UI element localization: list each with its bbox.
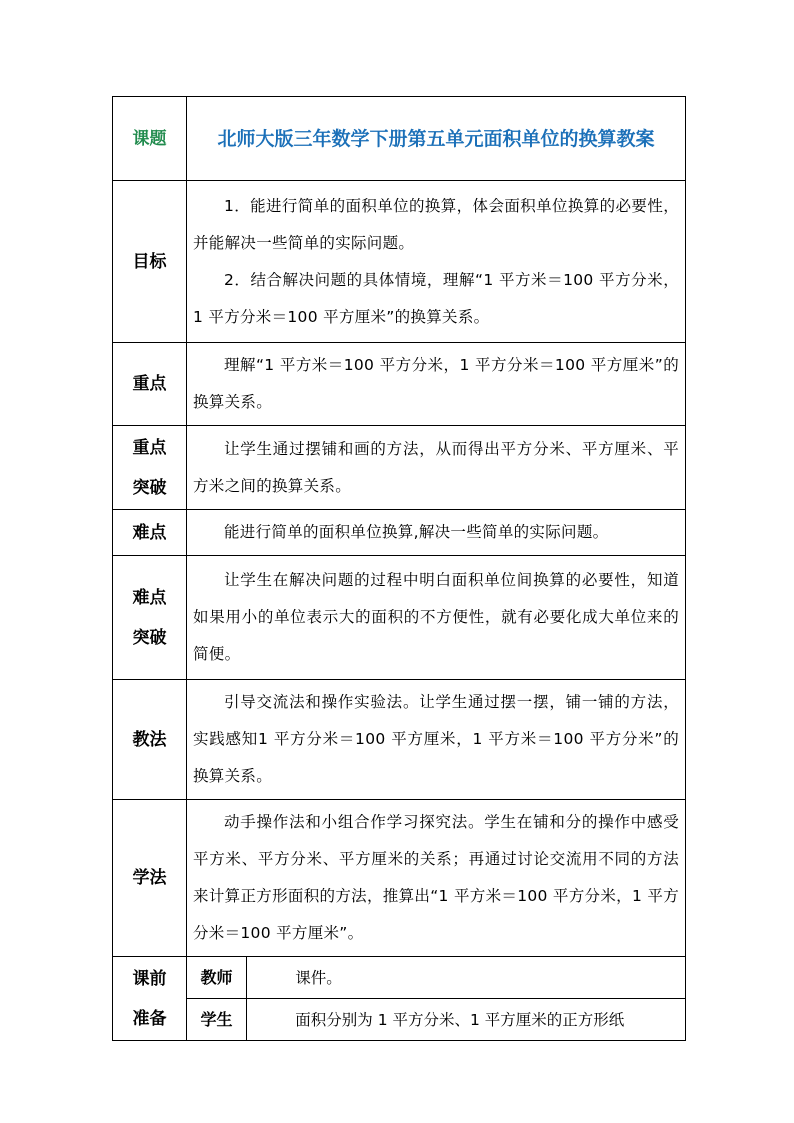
key-breakthrough-label-line2: 突破 bbox=[132, 477, 167, 498]
difficulty-breakthrough-row bbox=[113, 556, 686, 680]
lesson-plan-table bbox=[112, 96, 686, 1041]
learning-method-content bbox=[187, 800, 686, 957]
teacher-label: 教师 bbox=[187, 957, 247, 999]
difficulty-text: 能进行简单的面积单位换算,解决一些简单的实际问题。 bbox=[224, 523, 609, 541]
objectives-content bbox=[187, 181, 686, 343]
key-breakthrough-content bbox=[187, 426, 686, 510]
teacher-prep-text: 课件。 bbox=[295, 968, 342, 987]
student-prep-cell bbox=[247, 999, 686, 1041]
student-label: 学生 bbox=[187, 999, 247, 1041]
key-point-label: 重点 bbox=[113, 343, 187, 426]
key-breakthrough-label bbox=[113, 426, 187, 510]
teaching-method-text: 引导交流法和操作实验法。让学生通过摆一摆，铺一铺的方法，实践感知1 平方分米＝100 平方厘米，1 平方米＝100 平方分米”的换算关系。 bbox=[193, 693, 680, 785]
difficulty-breakthrough-text: 让学生在解决问题的过程中明白面积单位间换算的必要性，知道如果用小的单位表示大的面积的不方便性，就有必要化成大单位来的简便。 bbox=[193, 571, 680, 663]
objectives-row bbox=[113, 181, 686, 343]
difficulty-breakthrough-content bbox=[187, 556, 686, 680]
prep-label-line1: 课前 bbox=[132, 968, 167, 989]
difficulty-breakthrough-label-line2: 突破 bbox=[132, 627, 167, 648]
objective-2: 2．结合解决问题的具体情境，理解“1 平方米＝100 平方分米，1 平方分米＝100 平方厘米”的换算关系。 bbox=[193, 270, 680, 326]
key-point-text: 理解“1 平方米＝100 平方分米，1 平方分米＝100 平方厘米”的换算关系。 bbox=[193, 356, 680, 411]
key-breakthrough-label-line1: 重点 bbox=[132, 437, 167, 458]
objective-1: 1．能进行简单的面积单位的换算，体会面积单位换算的必要性，并能解决一些简单的实际问题。 bbox=[193, 196, 680, 252]
teaching-method-row bbox=[113, 680, 686, 800]
difficulty-breakthrough-label-line1: 难点 bbox=[132, 587, 167, 608]
difficulty-breakthrough-label bbox=[113, 556, 187, 680]
teaching-method-label: 教法 bbox=[113, 680, 187, 800]
prep-label-line2: 准备 bbox=[132, 1008, 167, 1029]
learning-method-text: 动手操作法和小组合作学习探究法。学生在铺和分的操作中感受平方米、平方分米、平方厘米的关系；再通过讨论交流用不同的方法来计算正方形面积的方法，推算出“1 平方米＝100 平方分米，1 平方分米＝100 平方厘米”。 bbox=[193, 813, 680, 942]
title-row bbox=[113, 97, 686, 181]
prep-label bbox=[113, 957, 187, 1041]
teacher-prep-cell bbox=[247, 957, 686, 999]
topic-label: 课题 bbox=[113, 97, 187, 181]
key-breakthrough-row bbox=[113, 426, 686, 510]
learning-method-row bbox=[113, 800, 686, 957]
teaching-method-content bbox=[187, 680, 686, 800]
document-title: 北师大版三年数学下册第五单元面积单位的换算教案 bbox=[187, 97, 686, 181]
learning-method-label: 学法 bbox=[113, 800, 187, 957]
prep-student-row bbox=[113, 999, 686, 1041]
difficulty-label: 难点 bbox=[113, 510, 187, 556]
student-prep-text: 面积分别为 1 平方分米、1 平方厘米的正方形纸 bbox=[295, 1010, 625, 1029]
difficulty-row bbox=[113, 510, 686, 556]
key-point-row bbox=[113, 343, 686, 426]
prep-teacher-row bbox=[113, 957, 686, 999]
objectives-label: 目标 bbox=[113, 181, 187, 343]
difficulty-content bbox=[187, 510, 686, 556]
key-breakthrough-text: 让学生通过摆铺和画的方法，从而得出平方分米、平方厘米、平方米之间的换算关系。 bbox=[193, 439, 680, 495]
key-point-content bbox=[187, 343, 686, 426]
